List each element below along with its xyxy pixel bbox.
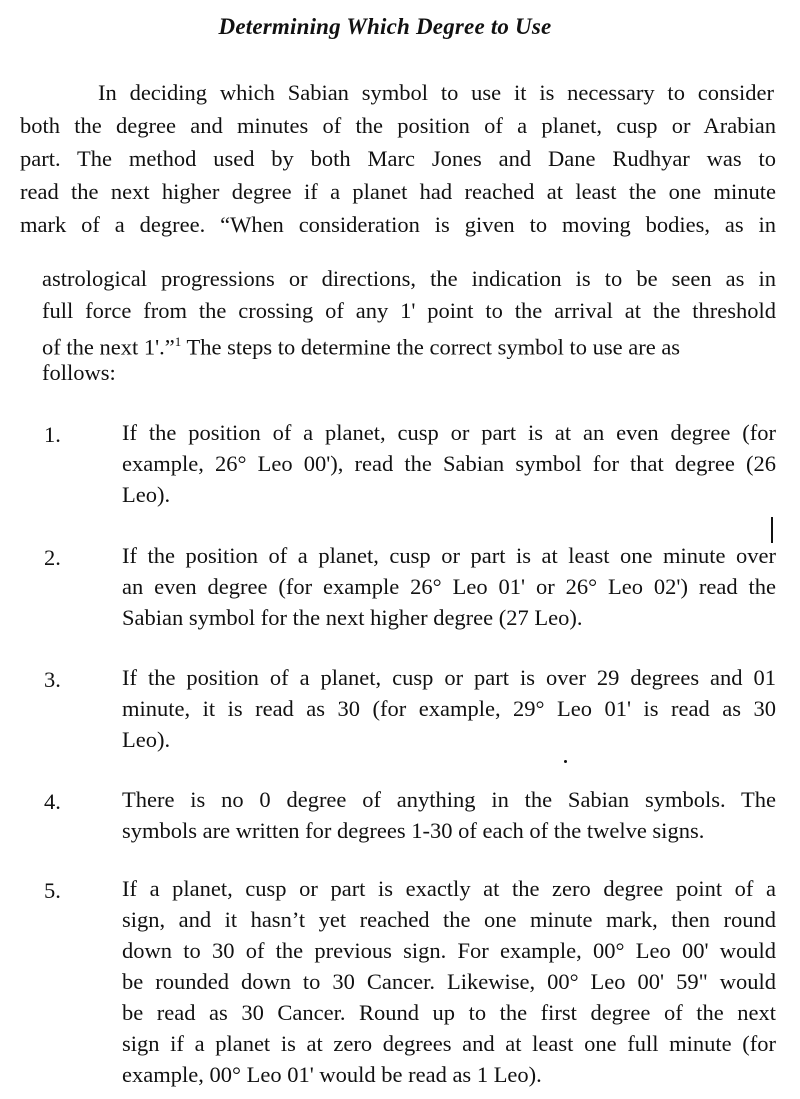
- section-heading: Determining Which Degree to Use: [218, 14, 552, 39]
- step-5-line: be rounded down to 30 Cancer. Likewise, 00° Leo 00' 59" would: [122, 969, 776, 994]
- step-1-line: example, 26° Leo 00'), read the Sabian symbol for that degree (26: [122, 451, 776, 476]
- intro-line-3: part. The method used by both Marc Jones and Dane Rudhyar was to: [20, 146, 776, 171]
- step-3-line: If the position of a planet, cusp or part is over 29 degrees and 01: [122, 665, 776, 690]
- step-5-line: If a planet, cusp or part is exactly at the zero degree point of a: [122, 876, 776, 901]
- continued-line-4: follows:: [42, 360, 116, 385]
- stray-dot: [564, 760, 567, 763]
- step-4-line: symbols are written for degrees 1-30 of each of the twelve signs.: [122, 818, 705, 843]
- intro-line-1: In deciding which Sabian symbol to use it is necessary to consider: [98, 80, 774, 105]
- step-3-number: 3.: [44, 667, 61, 692]
- step-1-text: [122, 417, 776, 510]
- step-5-line: down to 30 of the previous sign. For example, 00° Leo 00' would: [122, 938, 776, 963]
- step-4-text: [122, 784, 776, 846]
- intro-line-2: both the degree and minutes of the position of a planet, cusp or Arabian: [20, 113, 776, 138]
- continued-line-3: [42, 325, 776, 364]
- step-5-number: 5.: [44, 878, 61, 903]
- intro-line-4: read the next higher degree if a planet had reached at least the one minute: [20, 179, 776, 204]
- step-1-line: Leo).: [122, 482, 171, 507]
- step-3-line: minute, it is read as 30 (for example, 29° Leo 01' is read as 30: [122, 696, 776, 721]
- stray-pen-mark: [771, 517, 773, 543]
- step-5-line: sign if a planet is at zero degrees and at least one full minute (for: [122, 1031, 776, 1056]
- step-4-line: There is no 0 degree of anything in the Sabian symbols. The: [122, 787, 776, 812]
- step-2-line: If the position of a planet, cusp or part is at least one minute over: [122, 543, 776, 568]
- step-5-text: [122, 873, 776, 1090]
- footnote-marker: 1: [174, 334, 182, 349]
- step-3-text: [122, 662, 776, 755]
- continued-line-1: astrological progressions or directions, the indication is to be seen as in: [42, 266, 776, 291]
- step-2-line: an even degree (for example 26° Leo 01' or 26° Leo 02') read the: [122, 574, 776, 599]
- step-5-line: sign, and it hasn’t yet reached the one minute mark, then round: [122, 907, 776, 932]
- step-1-line: If the position of a planet, cusp or part is at an even degree (for: [122, 420, 776, 445]
- step-4-number: 4.: [44, 789, 61, 814]
- continued-line-3-text: of the next 1'.”: [42, 334, 175, 360]
- intro-line-5: mark of a degree. “When consideration is given to moving bodies, as in: [20, 212, 776, 237]
- continued-line-2: full force from the crossing of any 1' point to the arrival at the threshold: [42, 298, 776, 323]
- step-2-number: 2.: [44, 545, 61, 570]
- step-2-text: [122, 540, 776, 633]
- continued-line-3-rest: The steps to determine the correct symbol to use are as: [181, 334, 681, 360]
- step-5-line: example, 00° Leo 01' would be read as 1 Leo).: [122, 1062, 542, 1087]
- step-3-line: Leo).: [122, 727, 171, 752]
- step-1-number: 1.: [44, 422, 61, 447]
- step-2-line: Sabian symbol for the next higher degree (27 Leo).: [122, 605, 583, 630]
- step-5-line: be read as 30 Cancer. Round up to the first degree of the next: [122, 1000, 776, 1025]
